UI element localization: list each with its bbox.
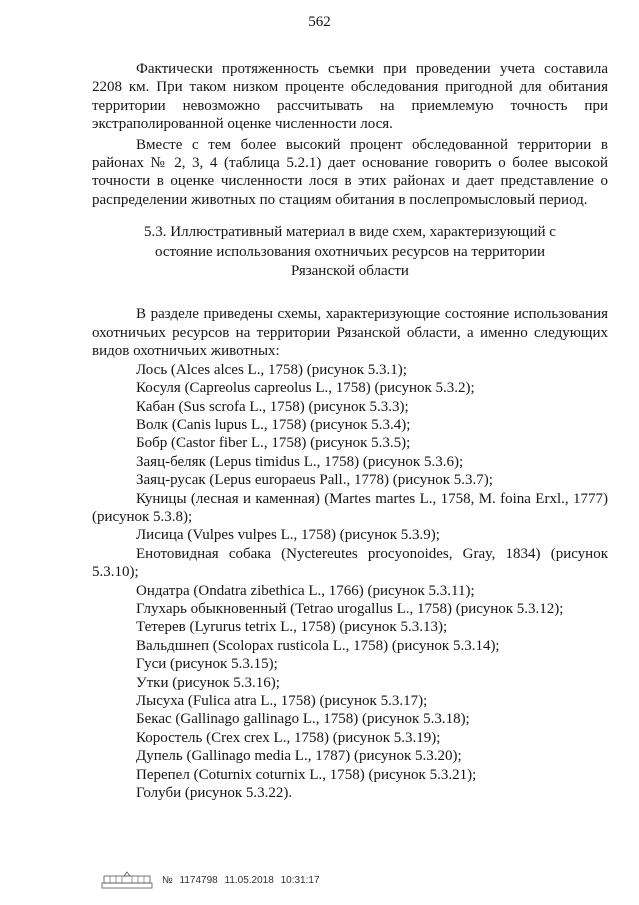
paragraph-district-accuracy: Вместе с тем более высокий процент обследованной территории в районах № 2, 3, 4 (таблица 5.2.1) дает основание говорить о более высокой точности в оценке численности лося в этих районах и дает представление о распределении животных по стациям обитания в послепромысловый период. [92, 136, 608, 208]
species-item: Вальдшнеп (Scolopax rusticola L., 1758) (рисунок 5.3.14); [136, 637, 500, 654]
paragraph-survey-length: Фактически протяженность съемки при проведении учета составила 2208 км. При таком низком проценте обследования пригодной для обитания территории невозможно рассчитывать на приемлемую точность при экстраполированной оценке численности лося. [92, 61, 608, 133]
number-sign: № [162, 874, 173, 886]
species-list [92, 361, 608, 803]
section-heading-line: Рязанской области [291, 263, 409, 280]
species-item: Заяц-беляк (Lepus timidus L., 1758) (рисунок 5.3.6); [136, 453, 464, 470]
species-item: Енотовидная собака (Nyctereutes procyonoides, Gray, 1834) (рисунок 5.3.10); [92, 545, 608, 581]
government-building-icon [100, 870, 154, 890]
species-item: Голуби (рисунок 5.3.22). [136, 785, 293, 802]
species-item: Заяц-русак (Lepus europaeus Pall., 1778) (рисунок 5.3.7); [136, 472, 493, 489]
document-number: 1174798 [179, 874, 218, 886]
document-footer [100, 869, 324, 891]
page-number: 562 [308, 14, 331, 30]
species-item: Бобр (Castor fiber L., 1758) (рисунок 5.3.5); [136, 435, 411, 452]
species-item: Гуси (рисунок 5.3.15); [136, 656, 278, 673]
species-item: Косуля (Capreolus capreolus L., 1758) (рисунок 5.3.2); [136, 380, 475, 397]
species-item: Глухарь обыкновенный (Tetrao urogallus L., 1758) (рисунок 5.3.12); [136, 600, 564, 617]
species-item: Утки (рисунок 5.3.16); [136, 674, 280, 691]
species-item: Кабан (Sus scrofa L., 1758) (рисунок 5.3.3); [136, 398, 409, 415]
document-time: 10:31:17 [280, 874, 320, 886]
species-item: Лысуха (Fulica atra L., 1758) (рисунок 5.3.17); [136, 693, 428, 709]
species-item: Коростель (Crex crex L., 1758) (рисунок 5.3.19); [136, 729, 441, 746]
species-item: Лось (Alces alces L., 1758) (рисунок 5.3.1); [136, 361, 407, 378]
section-heading-line: остояние использования охотничьих ресурсов на территории [154, 243, 546, 260]
species-item: Куницы (лесная и каменная) (Martes martes L., 1758, M. foina Erxl., 1777) (рисунок 5.3.8); [92, 490, 608, 525]
species-item: Волк (Canis lupus L., 1758) (рисунок 5.3.4); [136, 416, 411, 433]
species-item: Тетерев (Lyrurus tetrix L., 1758) (рисунок 5.3.13); [136, 619, 448, 636]
species-item: Ондатра (Ondatra zibethica L., 1766) (рисунок 5.3.11); [136, 582, 475, 599]
species-item: Бекас (Gallinago gallinago L., 1758) (рисунок 5.3.18); [136, 711, 470, 728]
intro-paragraph: В разделе приведены схемы, характеризующие состояние использования охотничьих ресурсов на территории Рязанской области, а именно следующих видов охотничьих животных: [92, 306, 608, 360]
document-date: 11.05.2018 [224, 874, 274, 886]
species-item: Дупель (Gallinago media L., 1787) (рисунок 5.3.20); [136, 748, 462, 765]
document-body [92, 60, 608, 802]
section-heading [92, 223, 608, 281]
section-heading-line: 5.3. Иллюстративный материал в виде схем, характеризующий с [144, 224, 556, 241]
document-stamp [162, 875, 324, 886]
species-item: Лисица (Vulpes vulpes L., 1758) (рисунок 5.3.9); [136, 527, 440, 544]
species-item: Перепел (Coturnix coturnix L., 1758) (рисунок 5.3.21); [136, 766, 477, 783]
